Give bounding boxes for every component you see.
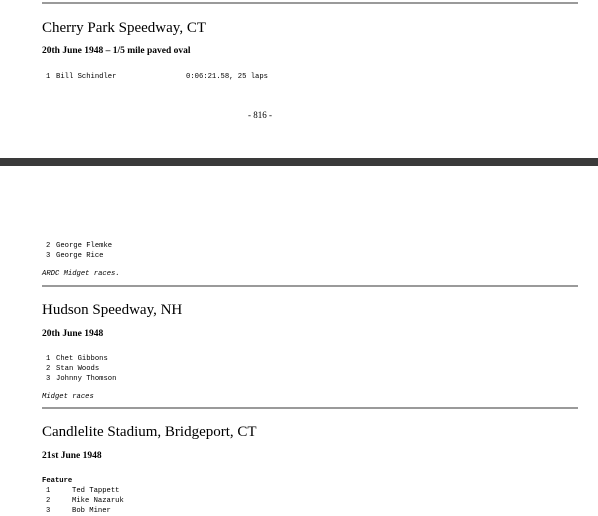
page-number: - 816 - bbox=[248, 110, 272, 120]
result-row-position: 2 bbox=[46, 365, 51, 373]
race-date: 20th June 1948 – 1/5 mile paved oval bbox=[42, 46, 191, 56]
race-note: Midget races bbox=[42, 393, 94, 401]
result-row-position: 1 bbox=[46, 487, 51, 495]
result-row-position: 1 bbox=[46, 355, 51, 363]
result-row-driver: Chet Gibbons bbox=[56, 355, 108, 363]
race-note: ARDC Midget races. bbox=[42, 270, 120, 278]
section-divider bbox=[42, 285, 578, 287]
result-row-position: 3 bbox=[46, 252, 51, 260]
venue-heading: Hudson Speedway, NH bbox=[42, 302, 183, 318]
result-row-position: 2 bbox=[46, 497, 51, 505]
result-row-driver: Bob Miner bbox=[72, 507, 111, 515]
document-page-817 bbox=[0, 166, 598, 515]
result-row-position: 2 bbox=[46, 242, 51, 250]
result-row-position: 3 bbox=[46, 375, 51, 383]
race-date: 21st June 1948 bbox=[42, 451, 102, 461]
result-row-position: 1 bbox=[46, 73, 51, 81]
section-divider bbox=[42, 2, 578, 4]
document-page-816 bbox=[0, 0, 598, 158]
result-row-driver: George Rice bbox=[56, 252, 104, 260]
race-section-label: Feature bbox=[42, 477, 73, 485]
page-break bbox=[0, 158, 598, 166]
race-date: 20th June 1948 bbox=[42, 329, 104, 339]
result-row-position: 3 bbox=[46, 507, 51, 515]
venue-heading: Cherry Park Speedway, CT bbox=[42, 20, 206, 36]
result-row-driver: Ted Tappett bbox=[72, 487, 120, 495]
result-row-time: 0:06:21.58, 25 laps bbox=[186, 73, 268, 81]
result-row-driver: George Flemke bbox=[56, 242, 113, 250]
section-divider bbox=[42, 407, 578, 409]
result-row-driver: Bill Schindler bbox=[56, 73, 117, 81]
venue-heading: Candlelite Stadium, Bridgeport, CT bbox=[42, 424, 257, 440]
result-row-driver: Mike Nazaruk bbox=[72, 497, 124, 505]
result-row-driver: Stan Woods bbox=[56, 365, 100, 373]
result-row-driver: Johnny Thomson bbox=[56, 375, 117, 383]
